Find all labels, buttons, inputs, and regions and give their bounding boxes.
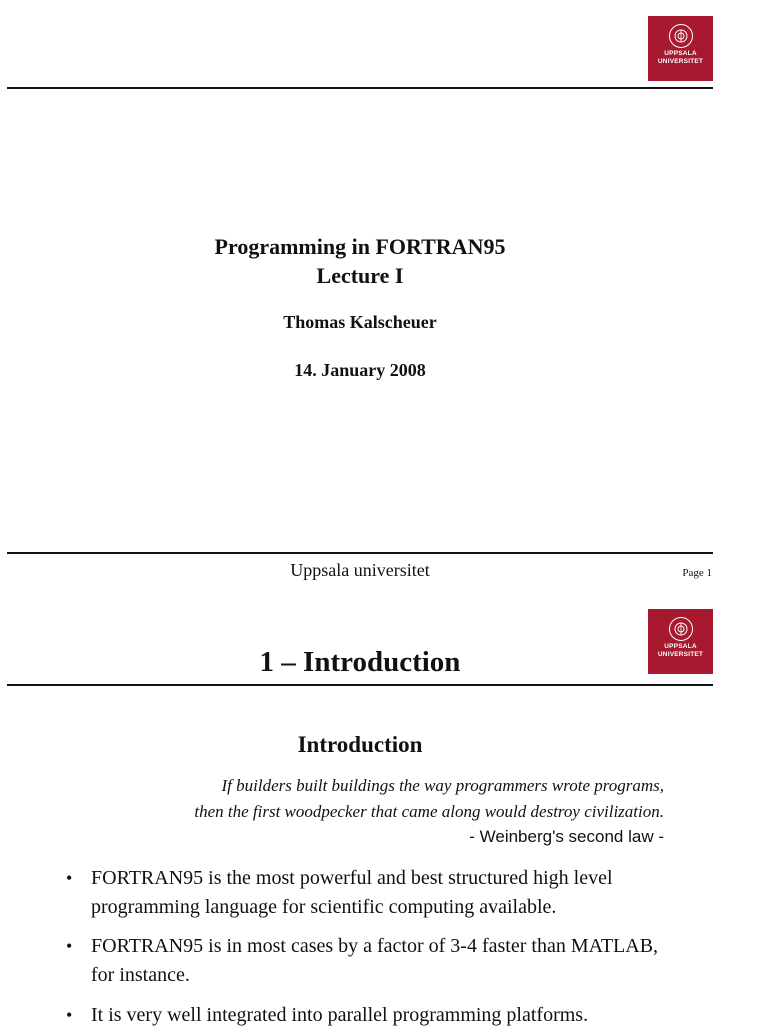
bullet-icon: •: [66, 868, 73, 888]
subsection-heading: Introduction: [297, 732, 423, 757]
quote-line1: If builders built buildings the way programmers wrote programs,: [221, 776, 664, 795]
slide-title-line2: Lecture I: [316, 263, 404, 288]
logo-text-line2: UNIVERSITET: [657, 58, 704, 65]
university-seal-icon: [669, 24, 693, 48]
quote-attribution: - Weinberg's second law -: [469, 827, 664, 846]
header-rule: [7, 87, 713, 89]
footer-university: Uppsala universitet: [290, 560, 430, 580]
page-number: Page 1: [682, 567, 712, 579]
logo-text-line1: UPPSALA: [664, 643, 697, 650]
quote-line2: then the first woodpecker that came along would destroy civilization.: [194, 802, 664, 821]
lecture-date: 14. January 2008: [294, 360, 426, 380]
list-item-text: FORTRAN95 is in most cases by a factor of 3-4 faster than MATLAB, for instance.: [91, 935, 659, 986]
bullet-icon: •: [66, 1005, 73, 1025]
header-rule: [7, 684, 713, 686]
uppsala-logo: [648, 16, 713, 81]
list-item: [66, 864, 686, 922]
list-item-text: FORTRAN95 is the most powerful and best structured high level programming language for scientific computing available.: [91, 867, 613, 918]
university-seal-icon: [669, 617, 693, 641]
author-name: Thomas Kalscheuer: [283, 312, 437, 332]
logo-text-line2: UNIVERSITET: [657, 651, 704, 658]
footer-rule: [7, 552, 713, 554]
list-item-text: It is very well integrated into parallel programming platforms.: [91, 1004, 589, 1026]
list-item: [66, 1001, 686, 1030]
logo-text-line1: UPPSALA: [664, 50, 697, 57]
section-heading: 1 – Introduction: [259, 646, 461, 678]
bullet-icon: •: [66, 936, 73, 956]
list-item: [66, 932, 686, 990]
slide-title-line1: Programming in FORTRAN95: [214, 234, 506, 259]
